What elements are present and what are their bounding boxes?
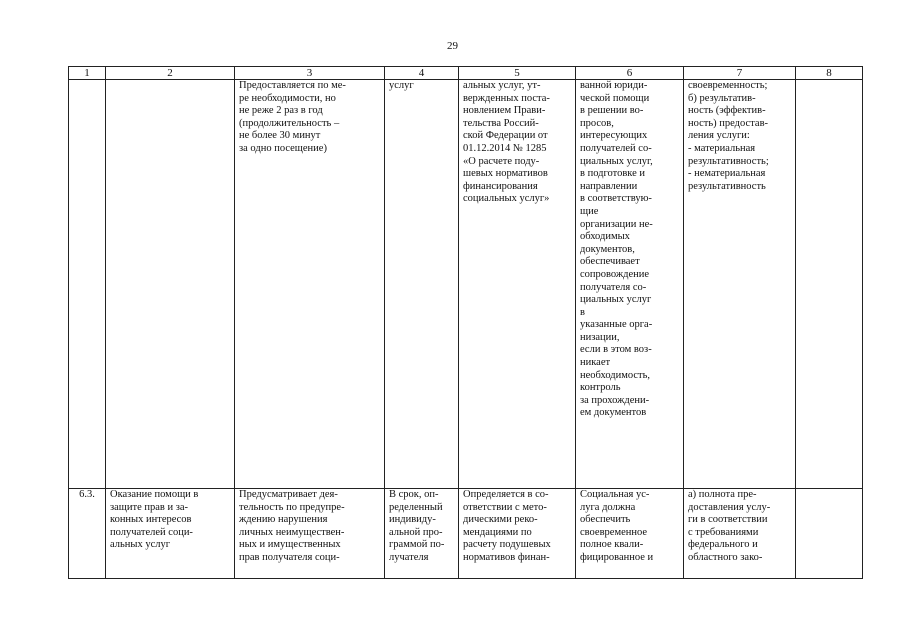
service-name-cell: Оказание помощи в защите прав и за- конных интересов получателей соци- альных услуг (106, 489, 235, 579)
services-table (68, 66, 863, 579)
service-name-cell (106, 80, 235, 489)
tariff-cell: Определяется в со- ответствии с мето- дическими реко- мендациями по расчету подушевых нормативов финан- (459, 489, 576, 579)
column-number: 8 (796, 67, 863, 80)
service-description-cell: Предоставляется по ме- ре необходимости, но не реже 2 раз в год (продолжительность – не более 30 минут за одно посещение) (235, 80, 385, 489)
column-number: 6 (576, 67, 684, 80)
tariff-cell: альных услуг, ут- вержденных поста- новлением Прави- тельства Россий- ской Федерации от 01.12.2014 № 1285 «О расчете поду- шевых нормативов финансирования социальных услуг» (459, 80, 576, 489)
item-number-cell: 6.3. (69, 489, 106, 579)
table-row (69, 80, 863, 489)
column-number-row (69, 67, 863, 80)
notes-cell (796, 489, 863, 579)
column-number: 7 (684, 67, 796, 80)
service-term-cell: В срок, оп- ределенный индивиду- альной про- граммой по- лучателя (385, 489, 459, 579)
column-number: 4 (385, 67, 459, 80)
indicators-cell: ванной юриди- ческой помощи в решении во- просов, интересующих получателей со- циальных услуг, в подготовке и направлении в соответствую- щие организации не- обходимых документов, обеспечивает сопровождение получателя со- циальных услуг в указанные орга- низации, если в этом воз- никает необходимость, контроль за прохождени- ем документов (576, 80, 684, 489)
column-number: 3 (235, 67, 385, 80)
service-term-cell: услуг (385, 80, 459, 489)
column-number: 5 (459, 67, 576, 80)
conditions-cell: а) полнота пре- доставления услу- ги в соответствии с требованиями федерального и областного зако- (684, 489, 796, 579)
conditions-cell: своевременность; б) результатив- ность (эффектив- ность) предостав- ления услуги: - материальная результативность; - нематериальная результативность (684, 80, 796, 489)
column-number: 1 (69, 67, 106, 80)
notes-cell (796, 80, 863, 489)
item-number-cell (69, 80, 106, 489)
indicators-cell: Социальная ус- луга должна обеспечить своевременное полное квали- фицированное и (576, 489, 684, 579)
column-number: 2 (106, 67, 235, 80)
page-number: 29 (447, 40, 458, 52)
service-description-cell: Предусматривает дея- тельность по предупре- ждению нарушения личных неимуществен- ных и имущественных прав получателя соци- (235, 489, 385, 579)
table-row (69, 489, 863, 579)
